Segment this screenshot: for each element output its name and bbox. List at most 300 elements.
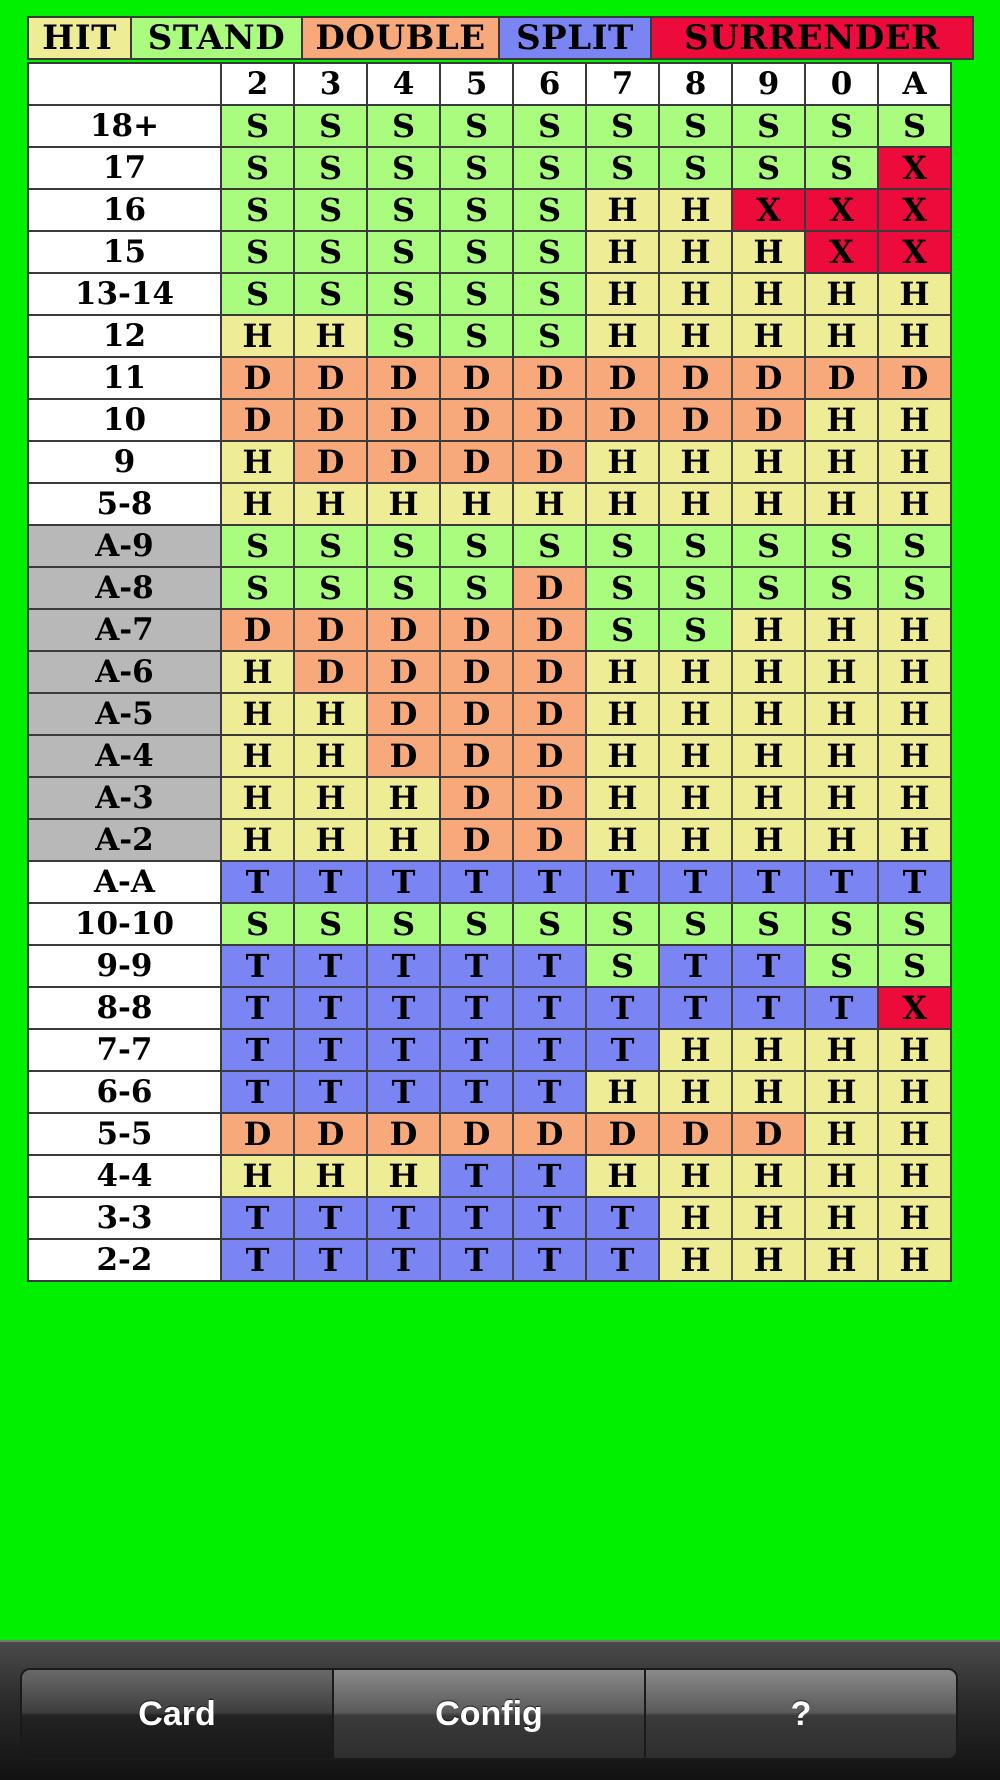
action-cell: D [513, 399, 586, 441]
action-cell: H [878, 735, 951, 777]
player-hand-label: 9-9 [28, 945, 221, 987]
action-cell: T [367, 1197, 440, 1239]
action-cell: H [659, 273, 732, 315]
action-cell: H [294, 483, 367, 525]
action-cell: T [732, 945, 805, 987]
table-row [28, 189, 951, 231]
table-row [28, 777, 951, 819]
player-hand-label: A-9 [28, 525, 221, 567]
action-cell: H [586, 651, 659, 693]
tab-card[interactable]: Card [22, 1670, 332, 1758]
action-cell: H [659, 1197, 732, 1239]
action-cell: H [732, 651, 805, 693]
action-cell: H [805, 1029, 878, 1071]
dealer-card-header: 4 [367, 63, 440, 105]
player-hand-label: 2-2 [28, 1239, 221, 1281]
action-cell: H [586, 231, 659, 273]
dealer-card-header: 8 [659, 63, 732, 105]
table-row [28, 105, 951, 147]
action-cell: T [659, 987, 732, 1029]
action-cell: H [878, 777, 951, 819]
player-hand-label: 6-6 [28, 1071, 221, 1113]
tab-group [20, 1668, 958, 1760]
player-hand-label: 11 [28, 357, 221, 399]
action-cell: S [586, 609, 659, 651]
action-cell: S [513, 105, 586, 147]
action-cell: D [513, 567, 586, 609]
table-row [28, 357, 951, 399]
table-row [28, 609, 951, 651]
player-hand-label: 8-8 [28, 987, 221, 1029]
action-cell: T [440, 1071, 513, 1113]
player-hand-label: 12 [28, 315, 221, 357]
action-cell: S [367, 273, 440, 315]
table-row [28, 1113, 951, 1155]
action-cell: T [367, 1071, 440, 1113]
player-hand-label: A-3 [28, 777, 221, 819]
action-cell: T [732, 987, 805, 1029]
table-row [28, 273, 951, 315]
action-cell: S [805, 105, 878, 147]
dealer-card-header: 7 [586, 63, 659, 105]
action-cell: T [659, 861, 732, 903]
player-hand-label: 18+ [28, 105, 221, 147]
action-cell: T [513, 987, 586, 1029]
action-cell: H [732, 231, 805, 273]
action-cell: H [221, 819, 294, 861]
action-cell: S [440, 231, 513, 273]
action-cell: H [586, 273, 659, 315]
action-cell: H [294, 819, 367, 861]
action-cell: D [294, 609, 367, 651]
action-cell: D [513, 693, 586, 735]
action-cell: S [294, 231, 367, 273]
action-cell: H [659, 189, 732, 231]
player-hand-label: A-2 [28, 819, 221, 861]
action-cell: H [586, 777, 659, 819]
action-cell: H [732, 1155, 805, 1197]
action-cell: D [440, 735, 513, 777]
action-cell: D [659, 357, 732, 399]
action-cell: T [367, 1029, 440, 1071]
table-row [28, 483, 951, 525]
action-cell: X [878, 147, 951, 189]
action-cell: T [221, 861, 294, 903]
player-hand-label: 5-5 [28, 1113, 221, 1155]
action-cell: S [586, 945, 659, 987]
action-cell: S [586, 567, 659, 609]
action-cell: S [805, 525, 878, 567]
action-cell: T [513, 945, 586, 987]
action-cell: H [659, 777, 732, 819]
action-cell: T [440, 987, 513, 1029]
action-cell: S [513, 315, 586, 357]
action-cell: H [805, 651, 878, 693]
action-cell: H [878, 315, 951, 357]
table-row [28, 525, 951, 567]
action-cell: H [294, 1155, 367, 1197]
corner-cell [28, 63, 221, 105]
action-cell: D [659, 1113, 732, 1155]
action-cell: D [367, 609, 440, 651]
action-cell: T [513, 1029, 586, 1071]
action-cell: H [659, 1155, 732, 1197]
action-cell: D [294, 1113, 367, 1155]
action-cell: H [221, 735, 294, 777]
action-cell: T [440, 861, 513, 903]
action-cell: H [878, 273, 951, 315]
action-cell: D [659, 399, 732, 441]
action-cell: S [221, 525, 294, 567]
action-cell: S [878, 903, 951, 945]
action-cell: H [659, 819, 732, 861]
action-cell: X [805, 189, 878, 231]
action-cell: S [805, 147, 878, 189]
action-cell: S [367, 525, 440, 567]
action-cell: T [294, 861, 367, 903]
action-cell: H [294, 735, 367, 777]
action-cell: S [221, 903, 294, 945]
action-cell: T [367, 987, 440, 1029]
action-cell: X [732, 189, 805, 231]
action-cell: S [659, 903, 732, 945]
action-cell: D [586, 1113, 659, 1155]
action-cell: H [732, 1239, 805, 1281]
table-row [28, 1071, 951, 1113]
action-cell: S [367, 105, 440, 147]
player-hand-label: A-8 [28, 567, 221, 609]
action-cell: H [221, 1155, 294, 1197]
action-cell: S [586, 147, 659, 189]
action-cell: H [805, 735, 878, 777]
action-cell: S [805, 945, 878, 987]
action-cell: H [221, 441, 294, 483]
action-cell: H [878, 1071, 951, 1113]
player-hand-label: A-4 [28, 735, 221, 777]
action-cell: H [586, 441, 659, 483]
action-cell: H [878, 609, 951, 651]
action-cell: S [586, 105, 659, 147]
action-cell: H [805, 1071, 878, 1113]
action-cell: D [294, 441, 367, 483]
action-cell: H [732, 315, 805, 357]
action-cell: H [878, 1197, 951, 1239]
action-cell: D [440, 651, 513, 693]
dealer-card-header: 6 [513, 63, 586, 105]
action-cell: S [732, 567, 805, 609]
action-cell: S [659, 525, 732, 567]
action-cell: D [440, 777, 513, 819]
action-cell: T [221, 1197, 294, 1239]
action-cell: S [367, 903, 440, 945]
action-cell: D [367, 651, 440, 693]
action-cell: S [659, 105, 732, 147]
action-cell: T [440, 1239, 513, 1281]
action-cell: T [440, 1155, 513, 1197]
table-row [28, 861, 951, 903]
action-cell: S [294, 105, 367, 147]
action-cell: H [878, 651, 951, 693]
action-cell: T [294, 987, 367, 1029]
action-cell: D [440, 693, 513, 735]
action-cell: D [513, 609, 586, 651]
action-cell: D [513, 357, 586, 399]
strategy-chart [27, 62, 952, 1282]
action-cell: T [513, 1155, 586, 1197]
action-cell: H [659, 231, 732, 273]
action-cell: H [805, 273, 878, 315]
action-cell: H [221, 777, 294, 819]
action-cell: H [878, 399, 951, 441]
action-cell: H [878, 483, 951, 525]
action-cell: D [440, 819, 513, 861]
action-cell: T [294, 1239, 367, 1281]
action-cell: T [878, 861, 951, 903]
action-cell: H [878, 441, 951, 483]
action-cell: H [732, 693, 805, 735]
action-cell: D [586, 399, 659, 441]
action-cell: S [221, 273, 294, 315]
table-row [28, 1197, 951, 1239]
action-cell: D [805, 357, 878, 399]
table-row [28, 987, 951, 1029]
action-cell: S [659, 567, 732, 609]
action-cell: T [440, 1197, 513, 1239]
player-hand-label: A-A [28, 861, 221, 903]
player-hand-label: 17 [28, 147, 221, 189]
table-row [28, 693, 951, 735]
action-cell: T [805, 861, 878, 903]
player-hand-label: A-5 [28, 693, 221, 735]
action-cell: S [732, 105, 805, 147]
action-cell: T [440, 1029, 513, 1071]
action-cell: H [659, 735, 732, 777]
action-cell: D [732, 357, 805, 399]
action-cell: T [294, 945, 367, 987]
action-cell: H [221, 315, 294, 357]
action-cell: H [732, 441, 805, 483]
action-cell: S [878, 567, 951, 609]
action-cell: H [732, 735, 805, 777]
action-cell: S [878, 945, 951, 987]
action-cell: S [659, 147, 732, 189]
action-cell: S [294, 903, 367, 945]
action-cell: S [294, 567, 367, 609]
action-cell: D [367, 357, 440, 399]
action-cell: D [513, 441, 586, 483]
player-hand-label: 15 [28, 231, 221, 273]
action-cell: H [586, 315, 659, 357]
action-cell: D [586, 357, 659, 399]
action-cell: S [513, 189, 586, 231]
action-cell: D [513, 735, 586, 777]
action-cell: D [513, 1113, 586, 1155]
action-cell: T [586, 987, 659, 1029]
table-row [28, 735, 951, 777]
action-cell: D [367, 399, 440, 441]
action-cell: S [440, 567, 513, 609]
table-row [28, 1239, 951, 1281]
action-cell: H [732, 819, 805, 861]
action-cell: S [367, 189, 440, 231]
action-cell: H [294, 693, 367, 735]
action-cell: H [659, 1071, 732, 1113]
action-cell: T [221, 1071, 294, 1113]
action-cell: S [513, 903, 586, 945]
action-cell: T [294, 1197, 367, 1239]
dealer-card-header: 5 [440, 63, 513, 105]
action-cell: D [294, 357, 367, 399]
action-cell: T [221, 1239, 294, 1281]
action-cell: H [513, 483, 586, 525]
player-hand-label: 16 [28, 189, 221, 231]
action-cell: D [732, 1113, 805, 1155]
table-row [28, 441, 951, 483]
action-cell: D [367, 735, 440, 777]
action-cell: X [878, 987, 951, 1029]
dealer-card-header-row [28, 63, 951, 105]
action-cell: D [221, 357, 294, 399]
action-cell: S [294, 147, 367, 189]
action-cell: T [294, 1029, 367, 1071]
action-cell: H [659, 651, 732, 693]
action-cell: S [659, 609, 732, 651]
action-cell: H [805, 441, 878, 483]
player-hand-label: 13-14 [28, 273, 221, 315]
action-cell: H [586, 189, 659, 231]
action-cell: S [732, 147, 805, 189]
legend-surrender: SURRENDER [652, 18, 972, 58]
action-cell: S [440, 189, 513, 231]
action-cell: T [513, 1071, 586, 1113]
action-cell: H [878, 693, 951, 735]
action-cell: H [732, 1071, 805, 1113]
table-row [28, 567, 951, 609]
table-row [28, 945, 951, 987]
dealer-card-header: A [878, 63, 951, 105]
action-legend [27, 16, 974, 60]
action-cell: S [440, 525, 513, 567]
action-cell: S [805, 567, 878, 609]
action-cell: H [367, 1155, 440, 1197]
action-cell: X [805, 231, 878, 273]
player-hand-label: 10 [28, 399, 221, 441]
action-cell: T [440, 945, 513, 987]
action-cell: H [659, 1029, 732, 1071]
table-row [28, 147, 951, 189]
action-cell: H [805, 399, 878, 441]
action-cell: D [732, 399, 805, 441]
action-cell: S [367, 567, 440, 609]
action-cell: H [878, 819, 951, 861]
action-cell: T [659, 945, 732, 987]
action-cell: S [878, 105, 951, 147]
action-cell: S [440, 147, 513, 189]
legend-stand: STAND [132, 18, 301, 58]
action-cell: T [221, 987, 294, 1029]
action-cell: H [294, 315, 367, 357]
action-cell: S [440, 273, 513, 315]
action-cell: H [586, 735, 659, 777]
action-cell: H [367, 483, 440, 525]
player-hand-label: 3-3 [28, 1197, 221, 1239]
action-cell: D [513, 819, 586, 861]
tab-config[interactable]: Config [332, 1670, 644, 1758]
action-cell: H [659, 483, 732, 525]
action-cell: H [440, 483, 513, 525]
action-cell: D [440, 1113, 513, 1155]
action-cell: H [659, 315, 732, 357]
action-cell: S [586, 525, 659, 567]
action-cell: H [221, 483, 294, 525]
action-cell: X [878, 189, 951, 231]
action-cell: H [586, 819, 659, 861]
action-cell: T [367, 945, 440, 987]
action-cell: H [732, 609, 805, 651]
action-cell: T [586, 861, 659, 903]
tab-help[interactable]: ? [644, 1670, 956, 1758]
action-cell: H [659, 693, 732, 735]
action-cell: H [586, 693, 659, 735]
table-row [28, 651, 951, 693]
action-cell: H [732, 273, 805, 315]
dealer-card-header: 3 [294, 63, 367, 105]
action-cell: H [732, 777, 805, 819]
action-cell: T [221, 945, 294, 987]
action-cell: D [367, 441, 440, 483]
action-cell: S [367, 315, 440, 357]
action-cell: H [586, 1071, 659, 1113]
action-cell: H [878, 1113, 951, 1155]
action-cell: H [586, 483, 659, 525]
action-cell: H [805, 1239, 878, 1281]
action-cell: S [221, 189, 294, 231]
action-cell: H [732, 483, 805, 525]
action-cell: S [878, 525, 951, 567]
action-cell: T [586, 1029, 659, 1071]
action-cell: S [513, 147, 586, 189]
action-cell: D [440, 399, 513, 441]
action-cell: S [440, 903, 513, 945]
action-cell: X [878, 231, 951, 273]
action-cell: S [586, 903, 659, 945]
action-cell: H [805, 1197, 878, 1239]
action-cell: T [513, 1197, 586, 1239]
table-row [28, 819, 951, 861]
action-cell: H [732, 1197, 805, 1239]
action-cell: S [513, 231, 586, 273]
dealer-card-header: 2 [221, 63, 294, 105]
player-hand-label: 4-4 [28, 1155, 221, 1197]
action-cell: D [440, 441, 513, 483]
action-cell: H [367, 777, 440, 819]
action-cell: D [440, 357, 513, 399]
table-row [28, 1155, 951, 1197]
action-cell: D [221, 399, 294, 441]
action-cell: H [367, 819, 440, 861]
player-hand-label: 9 [28, 441, 221, 483]
action-cell: H [659, 441, 732, 483]
action-cell: H [221, 693, 294, 735]
action-cell: H [805, 1113, 878, 1155]
action-cell: H [659, 1239, 732, 1281]
action-cell: H [805, 315, 878, 357]
action-cell: D [367, 693, 440, 735]
action-cell: S [367, 147, 440, 189]
table-row [28, 315, 951, 357]
action-cell: S [513, 525, 586, 567]
action-cell: S [805, 903, 878, 945]
